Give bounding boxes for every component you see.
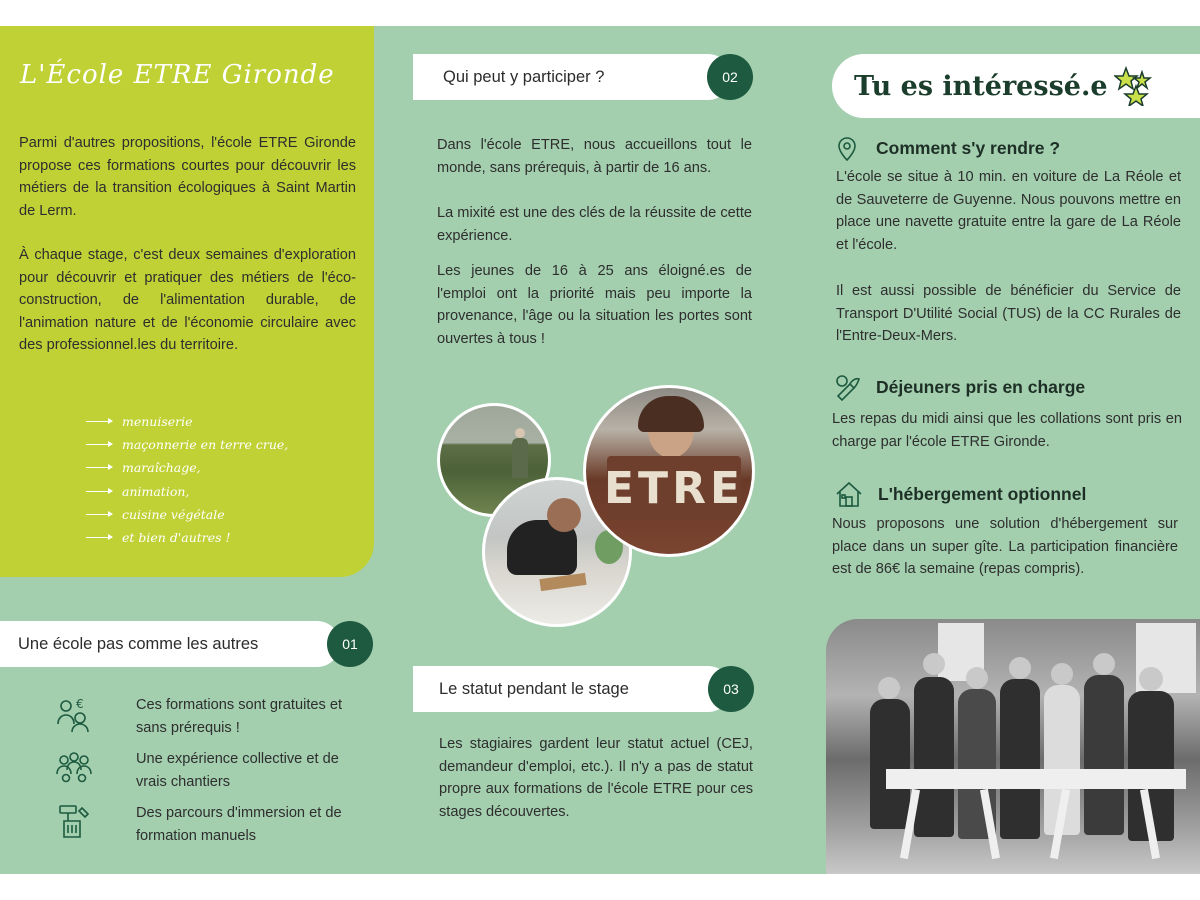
brochure xyxy=(0,26,1200,874)
people-euro-icon xyxy=(54,694,94,734)
group-icon xyxy=(54,748,94,788)
section-02-number: 02 xyxy=(707,54,753,100)
skill-item: menuiserie xyxy=(86,410,288,433)
section-01-title: Une école pas comme les autres xyxy=(0,621,340,667)
location-pin-icon xyxy=(832,133,862,163)
arrow-right-icon xyxy=(86,537,112,538)
arrow-right-icon xyxy=(86,421,112,422)
interested-title: Tu es intéressé.e xyxy=(854,70,1108,102)
lunch-heading: Déjeuners pris en charge xyxy=(832,372,1085,402)
housing-paragraph: Nous proposons une solution d'hébergement sur place dans un super gîte. La participation financière est de 86€ la semaine (repas compris). xyxy=(832,516,1178,578)
svg-text:€: € xyxy=(76,697,84,711)
tools-icon xyxy=(54,802,94,842)
etre-sign-photo xyxy=(583,385,755,557)
how-paragraph-1: L'école se situe à 10 min. en voiture de La Réole et de Sauveterre de Guyenne. Nous pouvons mettre en place une navette gratuite entre la gare de La Réole et l'école. xyxy=(836,169,1181,253)
arrow-right-icon xyxy=(86,444,112,445)
feature-manual xyxy=(54,802,368,848)
feature-free xyxy=(54,694,368,740)
intro-paragraph-2: À chaque stage, c'est deux semaines d'exploration pour découvrir et pratiquer des métiers de l'éco-construction, de l'alimentation durable, de l'animation nature et de l'économie circulaire avec des professionnel.les du territoire. xyxy=(19,247,356,354)
section-02-title: Qui peut y participer ? xyxy=(413,54,731,100)
how-to-get-there-heading: Comment s'y rendre ? xyxy=(832,133,1060,163)
house-icon xyxy=(834,479,864,509)
arrow-right-icon xyxy=(86,491,112,492)
skill-item: maçonnerie en terre crue, xyxy=(86,433,288,456)
arrow-right-icon xyxy=(86,467,112,468)
school-title: L'École ETRE Gironde xyxy=(20,60,335,90)
section-02-paragraph-1: Dans l'école ETRE, nous accueillons tout le monde, sans prérequis, à partir de 16 ans. xyxy=(437,137,752,176)
housing-heading: L'hébergement optionnel xyxy=(834,479,1086,509)
feature-text: Ces formations sont gratuites et sans prérequis ! xyxy=(136,697,343,736)
skill-item: animation, xyxy=(86,480,288,503)
skill-item: cuisine végétale xyxy=(86,503,288,526)
stars-icon xyxy=(1114,66,1152,106)
interested-title-pill xyxy=(832,54,1200,118)
feature-text: Des parcours d'immersion et de formation manuels xyxy=(136,805,342,844)
intro-paragraph-1: Parmi d'autres propositions, l'école ETRE Gironde propose ces formations courtes pour découvrir les métiers de la transition écologiques à Saint Martin de Lerm. xyxy=(19,135,356,219)
section-01-number: 01 xyxy=(327,621,373,667)
lunch-paragraph: Les repas du midi ainsi que les collations sont pris en charge par l'école ETRE Gironde. xyxy=(832,411,1182,450)
section-02-paragraph-2: La mixité est une des clés de la réussite de cette expérience. xyxy=(437,205,752,244)
section-03-paragraph: Les stagiaires gardent leur statut actuel (CEJ, demandeur d'emploi, etc.). Il n'y a pas de statut propre aux formations de l'école ETRE pour ces stages découvertes. xyxy=(439,736,753,820)
group-photo xyxy=(826,619,1200,874)
arrow-right-icon xyxy=(86,514,112,515)
feature-collective xyxy=(54,748,368,794)
feature-text: Une expérience collective et de vrais chantiers xyxy=(136,751,339,790)
school-intro-panel xyxy=(0,26,374,577)
vegetables-icon xyxy=(832,372,862,402)
skill-item: maraîchage, xyxy=(86,456,288,479)
section-03-number: 03 xyxy=(708,666,754,712)
skills-list xyxy=(86,410,288,549)
section-02-paragraph-3: Les jeunes de 16 à 25 ans éloigné.es de l'emploi ont la priorité mais peu importe la provenance, l'âge ou la situation les portes sont ouvertes à tous ! xyxy=(437,263,752,347)
section-03-title: Le statut pendant le stage xyxy=(413,666,731,712)
etre-sign: ETRE xyxy=(607,456,741,520)
skill-item: et bien d'autres ! xyxy=(86,526,288,549)
how-paragraph-2: Il est aussi possible de bénéficier du Service de Transport D'Utilité Social (TUS) de la CC Rurales de l'Entre-Deux-Mers. xyxy=(836,283,1181,345)
